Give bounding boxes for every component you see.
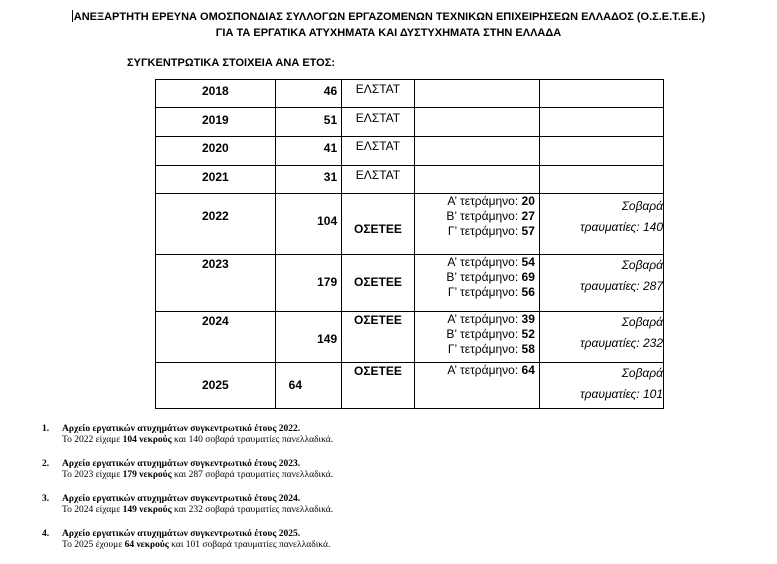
quarter-line (415, 209, 539, 224)
quarter-label: Α’ τετράμηνο: (447, 194, 522, 208)
source-value: ΟΣΕΤΕΕ (354, 364, 402, 378)
source-cell (342, 108, 415, 137)
year-value: 2025 (201, 378, 229, 392)
severe-cell (539, 108, 663, 137)
source-value: ΕΛΣΤΑΤ (355, 82, 401, 96)
year-cell (156, 80, 276, 108)
table-row (156, 255, 664, 312)
quarters-cell (414, 137, 539, 166)
year-cell (156, 137, 276, 166)
footnote-title: Αρχείο εργατικών ατυχημάτων συγκεντρωτικό έτους 2022. (62, 424, 301, 434)
source-value: ΟΣΕΤΕΕ (354, 222, 402, 236)
quarter-label: Γ’ τετράμηνο: (447, 342, 522, 356)
quarter-line (415, 342, 539, 357)
source-value: ΕΛΣΤΑΤ (355, 168, 401, 182)
deaths-cell (275, 194, 341, 255)
deaths-value: 31 (323, 170, 338, 184)
footnote-title: Αρχείο εργατικών ατυχημάτων συγκεντρωτικό έτους 2024. (62, 494, 301, 504)
deaths-cell (275, 166, 341, 194)
deaths-value: 51 (323, 113, 338, 127)
source-value: ΟΣΕΤΕΕ (354, 313, 402, 327)
footnote-item (42, 459, 333, 481)
quarters-cell (414, 363, 539, 409)
year-value: 2020 (201, 141, 229, 155)
quarters-cell (414, 166, 539, 194)
quarters-cell (414, 312, 539, 363)
deaths-cell (275, 312, 341, 363)
year-cell (156, 255, 276, 312)
quarter-label: Γ’ τετράμηνο: (447, 224, 522, 238)
severe-cell (539, 137, 663, 166)
quarter-line (415, 255, 539, 270)
year-value: 2021 (201, 170, 229, 184)
deaths-value: 104 (317, 214, 338, 228)
year-cell (156, 194, 276, 255)
footnote-item (42, 424, 333, 446)
quarter-value: 39 (521, 312, 535, 326)
year-value: 2022 (201, 209, 229, 223)
source-cell (342, 80, 415, 108)
footnote-text: Το 2024 είχαμε 149 νεκρούς και 232 σοβαρά τραυματίες πανελλαδικά. (62, 505, 334, 515)
year-value: 2018 (201, 84, 229, 98)
footnote-number: 2. (42, 459, 50, 469)
footnote-number: 1. (42, 424, 50, 434)
deaths-cell (275, 363, 341, 409)
deaths-value: 179 (317, 275, 338, 289)
quarter-value: 52 (521, 327, 535, 341)
text-cursor (72, 10, 73, 22)
quarters-cell (414, 194, 539, 255)
quarter-line (415, 363, 539, 378)
table-row (156, 363, 664, 409)
quarter-label: Β’ τετράμηνο: (446, 209, 522, 223)
deaths-cell (275, 80, 341, 108)
footnote-text: Το 2025 έχουμε 64 νεκρούς και 101 σοβαρά τραυματίες πανελλαδικά. (62, 540, 331, 550)
table-row (156, 194, 664, 255)
deaths-value: 46 (323, 84, 338, 98)
quarter-line (415, 194, 539, 209)
quarter-line (415, 312, 539, 327)
year-cell (156, 363, 276, 409)
severe-value: τραυματίες: 232 (580, 336, 663, 350)
table-row (156, 312, 664, 363)
year-cell (156, 108, 276, 137)
year-value: 2024 (201, 314, 229, 328)
footnote-title: Αρχείο εργατικών ατυχημάτων συγκεντρωτικό έτους 2023. (62, 459, 301, 469)
severe-cell (539, 363, 663, 409)
deaths-cell (275, 108, 341, 137)
footnote-number: 3. (42, 494, 50, 504)
table-row (156, 166, 664, 194)
quarter-value: 57 (521, 224, 535, 238)
severe-cell (539, 194, 663, 255)
deaths-cell (275, 137, 341, 166)
year-cell (156, 312, 276, 363)
severe-cell (539, 80, 663, 108)
footnotes (42, 424, 333, 564)
quarter-value: 69 (521, 270, 535, 284)
year-cell (156, 166, 276, 194)
severe-label: Σοβαρά (621, 258, 663, 272)
deaths-value: 41 (323, 141, 338, 155)
year-value: 2019 (201, 113, 229, 127)
footnote-title: Αρχείο εργατικών ατυχημάτων συγκεντρωτικό έτους 2025. (62, 529, 301, 539)
severe-cell (539, 166, 663, 194)
quarter-line (415, 270, 539, 285)
footnote-item (42, 529, 333, 551)
table-row (156, 137, 664, 166)
source-cell (342, 137, 415, 166)
deaths-cell (275, 255, 341, 312)
quarter-value: 27 (521, 209, 535, 223)
footnote-text: Το 2023 είχαμε 179 νεκρούς και 287 σοβαρά τραυματίες πανελλαδικά. (62, 470, 334, 480)
table-row (156, 80, 664, 108)
deaths-value: 64 (288, 378, 303, 392)
quarters-cell (414, 108, 539, 137)
severe-label: Σοβαρά (621, 366, 663, 380)
severe-cell (539, 312, 663, 363)
source-value: ΕΛΣΤΑΤ (355, 139, 401, 153)
source-cell (342, 312, 415, 363)
severe-label: Σοβαρά (621, 199, 663, 213)
quarter-value: 20 (521, 194, 535, 208)
quarter-label: Α’ τετράμηνο: (447, 312, 522, 326)
year-value: 2023 (201, 257, 229, 271)
quarter-line (415, 327, 539, 342)
deaths-value: 149 (317, 332, 338, 346)
severe-cell (539, 255, 663, 312)
source-value: ΕΛΣΤΑΤ (355, 111, 401, 125)
footnote-item (42, 494, 333, 516)
quarter-label: Β’ τετράμηνο: (446, 270, 522, 284)
report-title-line1 (0, 10, 777, 23)
source-cell (342, 255, 415, 312)
report-title-line2: ΓΙΑ ΤΑ ΕΡΓΑΤΙΚΑ ΑΤΥΧΗΜΑΤΑ ΚΑΙ ΔΥΣΤΥΧΗΜΑΤΑ ΣΤΗΝ ΕΛΛΑΔΑ (215, 27, 562, 39)
quarter-value: 64 (521, 363, 535, 377)
source-cell (342, 194, 415, 255)
quarters-cell (414, 80, 539, 108)
source-cell (342, 166, 415, 194)
quarter-line (415, 224, 539, 239)
yearly-stats-table (155, 79, 664, 409)
quarter-value: 54 (521, 255, 535, 269)
quarter-label: Β’ τετράμηνο: (446, 327, 522, 341)
severe-value: τραυματίες: 101 (580, 387, 663, 401)
quarter-label: Γ’ τετράμηνο: (447, 285, 522, 299)
quarter-value: 56 (521, 285, 535, 299)
quarter-label: Α’ τετράμηνο: (447, 363, 522, 377)
source-value: ΟΣΕΤΕΕ (354, 275, 402, 289)
severe-label: Σοβαρά (621, 315, 663, 329)
quarter-label: Α’ τετράμηνο: (447, 255, 522, 269)
section-subtitle: ΣΥΓΚΕΝΤΡΩΤΙΚΑ ΣΤΟΙΧΕΙΑ ΑΝΑ ΕΤΟΣ: (127, 57, 335, 69)
quarters-cell (414, 255, 539, 312)
footnote-number: 4. (42, 529, 50, 539)
table-row (156, 108, 664, 137)
severe-value: τραυματίες: 140 (580, 220, 663, 234)
report-title-text: ΑΝΕΞΑΡΤΗΤΗ ΕΡΕΥΝΑ ΟΜΟΣΠΟΝΔΙΑΣ ΣΥΛΛΟΓΩΝ ΕΡΓΑΖΟΜΕΝΩΝ ΤΕΧΝΙΚΩΝ ΕΠΙΧΕΙΡΗΣΕΩΝ ΕΛΛΑΔΟΣ (Ο.Σ.Ε.Τ.Ε.Ε.) (73, 11, 706, 23)
quarter-value: 58 (521, 342, 535, 356)
quarter-line (415, 285, 539, 300)
footnote-text: Το 2022 είχαμε 104 νεκρούς και 140 σοβαρά τραυματίες πανελλαδικά. (62, 435, 334, 445)
source-cell (342, 363, 415, 409)
severe-value: τραυματίες: 287 (580, 279, 663, 293)
